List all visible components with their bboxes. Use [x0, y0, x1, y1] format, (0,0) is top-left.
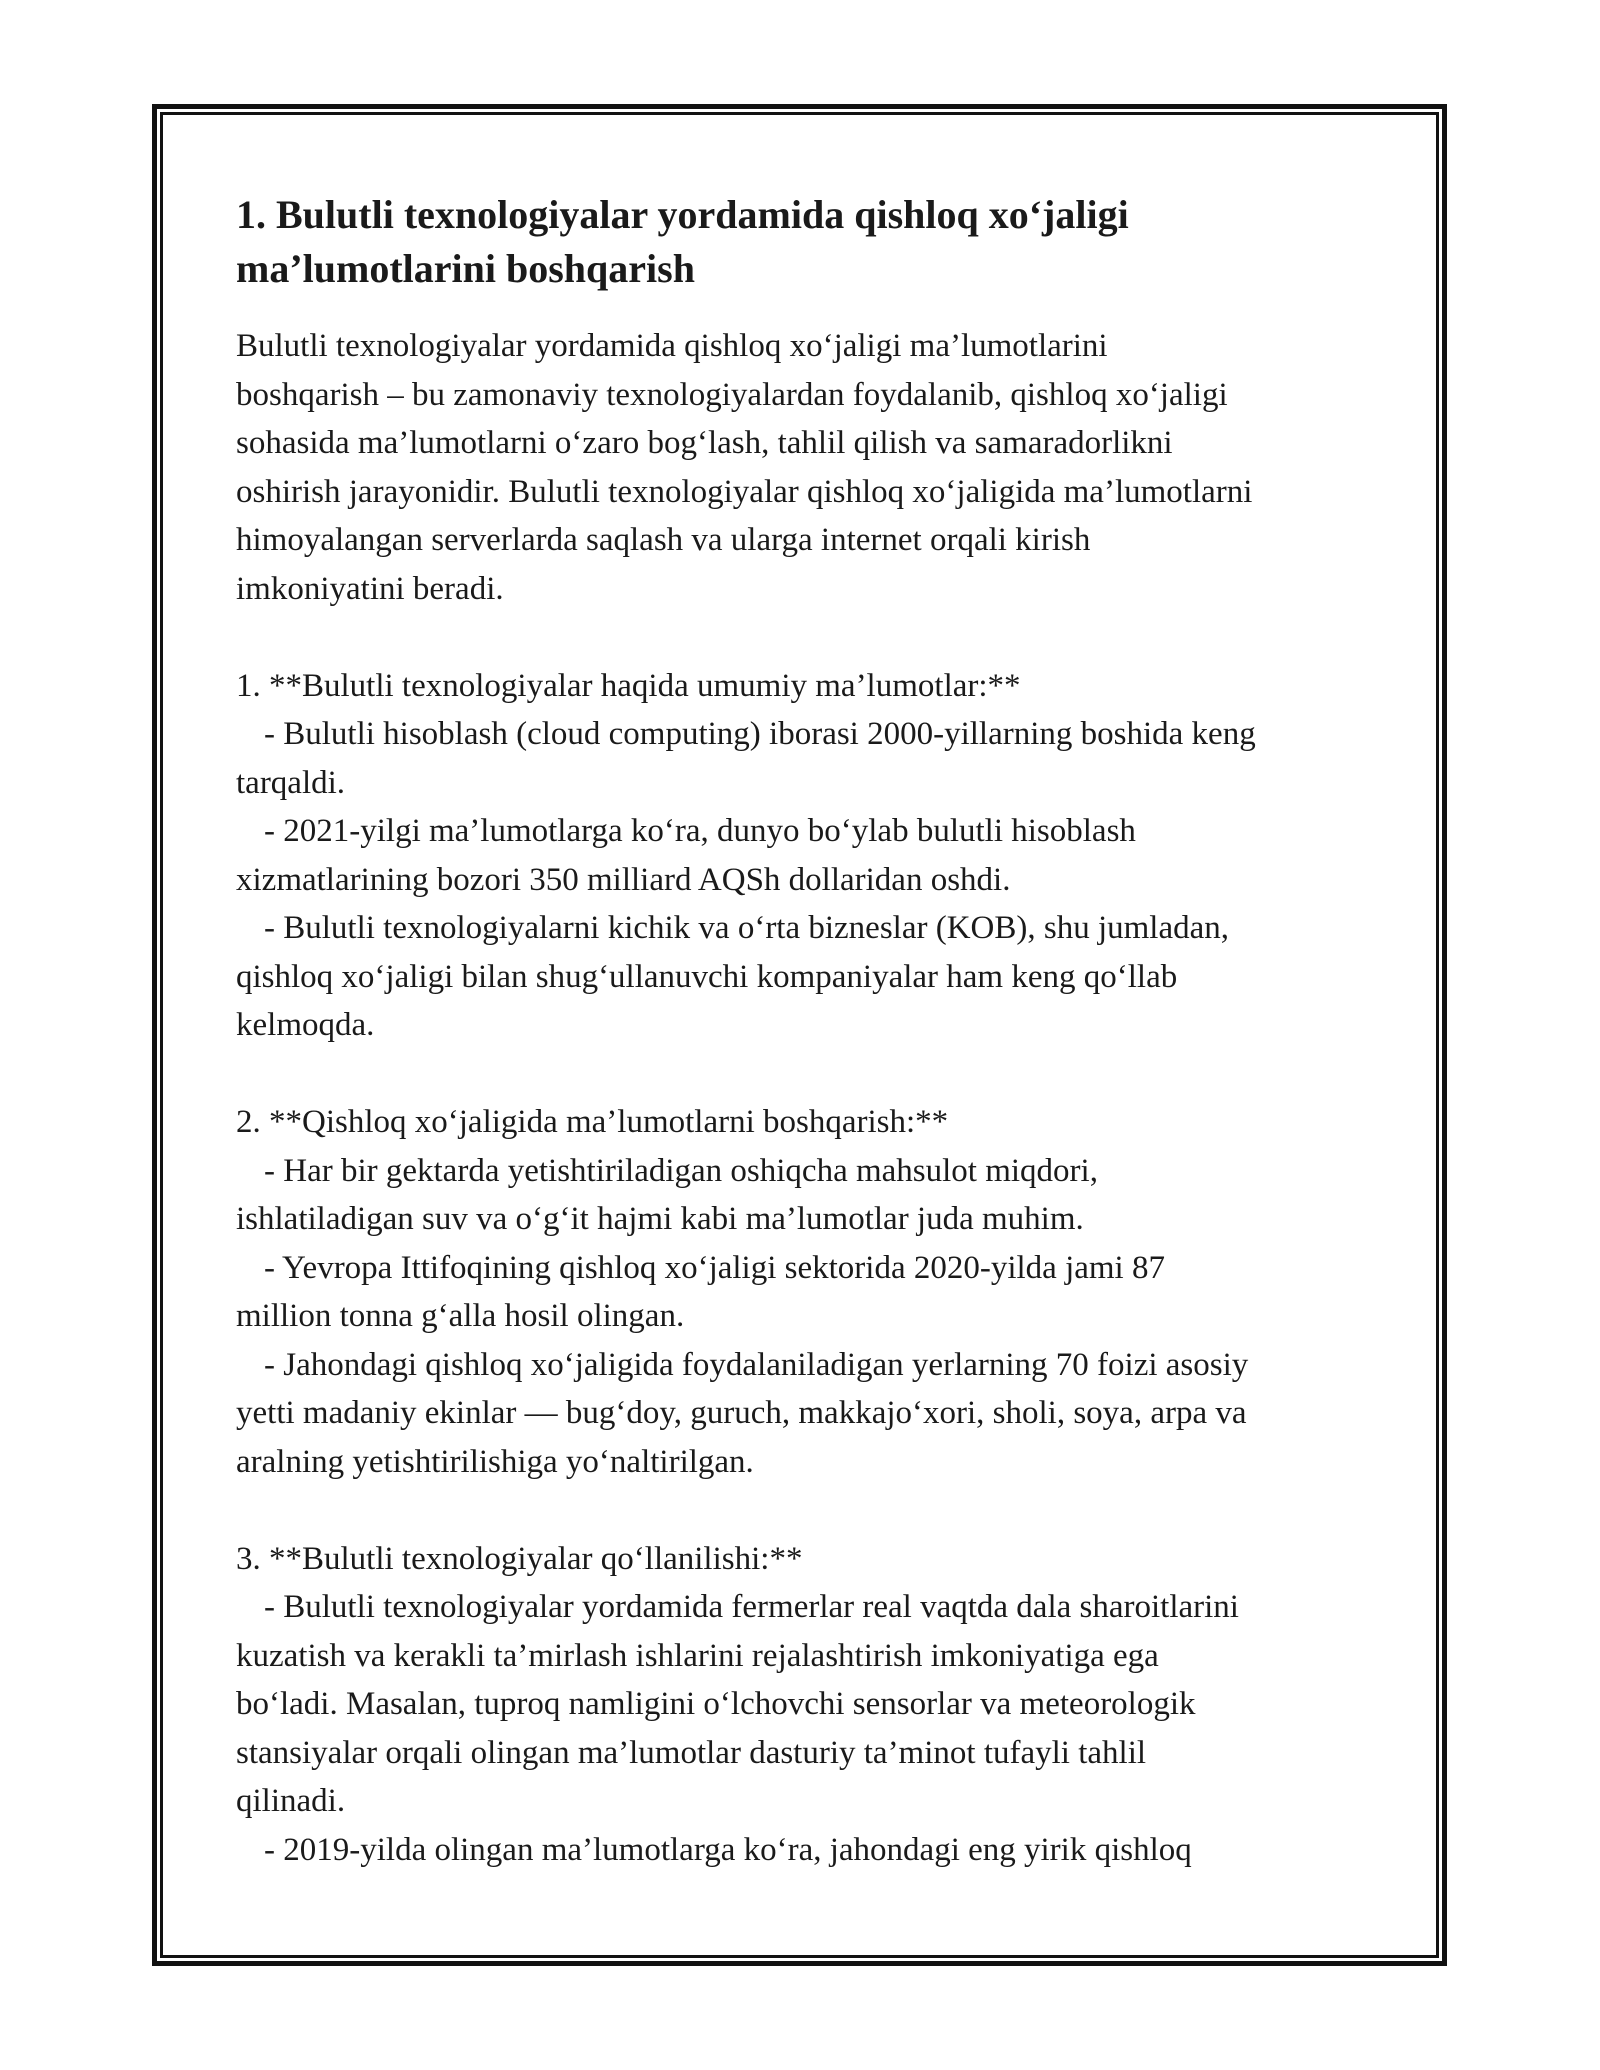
bullet-item: - Bulutli texnologiyalar yordamida fermerlar real vaqtda dala sharoitlarini kuzatish va kerakli ta’mirlash ishlarini rejalashtirish imkoniyatiga ega bo‘ladi. Masalan, tuproq namligini o‘lchovchi sensorlar va meteorologik stansiyalar orqali olingan ma’lumotlar dasturiy ta’minot tufayli tahlil qilinadi.	[236, 1589, 1239, 1819]
section-title: 3. **Bulutli texnologiyalar qo‘llanilishi:**	[236, 1540, 803, 1577]
section-gap	[236, 1050, 1376, 1099]
section-2	[236, 1098, 1376, 1486]
section-1	[236, 662, 1376, 1050]
bullet-item: - Bulutli hisoblash (cloud computing) iborasi 2000-yillarning boshida keng tarqaldi.	[236, 716, 1256, 801]
section-gap	[236, 1486, 1376, 1535]
intro-paragraph: Bulutli texnologiyalar yordamida qishloq xo‘jaligi ma’lumotlarini boshqarish – bu zamonaviy texnologiyalardan foydalanib, qishloq xo‘jaligi sohasida ma’lumotlarni o‘zaro bog‘lash, tahlil qilish va samaradorlikni oshirish jarayonidir. Bulutli texnologiyalar qishloq xo‘jaligida ma’lumotlarni himoyalangan serverlarda saqlash va ularga internet orqali kirish imkoniyatini beradi.	[236, 328, 1253, 607]
section-gap	[236, 613, 1376, 662]
bullet-item: - Jahondagi qishloq xo‘jaligida foydalaniladigan yerlarning 70 foizi asosiy yetti madaniy ekinlar — bug‘doy, guruch, makkajo‘xori, sholi, soya, arpa va aralning yetishtirilishiga yo‘naltirilgan.	[236, 1346, 1249, 1480]
bullet-item: - 2021-yilgi ma’lumotlarga ko‘ra, dunyo bo‘ylab bulutli hisoblash xizmatlarining bozori 350 milliard AQSh dollaridan oshdi.	[236, 813, 1136, 898]
bullet-item: - 2019-yilda olingan ma’lumotlarga ko‘ra, jahondagi eng yirik qishloq	[264, 1831, 1192, 1868]
bullet-item: - Yevropa Ittifoqining qishloq xo‘jaligi sektorida 2020-yilda jami 87 million tonna g‘alla hosil olingan.	[236, 1249, 1165, 1334]
document-body	[236, 188, 1376, 1874]
bullet-item: - Bulutli texnologiyalarni kichik va o‘rta bizneslar (KOB), shu jumladan, qishloq xo‘jaligi bilan shug‘ullanuvchi kompaniyalar ham keng qo‘llab kelmoqda.	[236, 910, 1230, 1043]
document-heading: 1. Bulutli texnologiyalar yordamida qishloq xo‘jaligi ma’lumotlarini boshqarish	[236, 192, 1129, 291]
section-title: 1. **Bulutli texnologiyalar haqida umumiy ma’lumotlar:**	[236, 667, 1021, 704]
section-3	[236, 1535, 1376, 1875]
bullet-item: - Har bir gektarda yetishtiriladigan oshiqcha mahsulot miqdori, ishlatiladigan suv va o‘g‘it hajmi kabi ma’lumotlar juda muhim.	[236, 1152, 1098, 1237]
section-title: 2. **Qishloq xo‘jaligida ma’lumotlarni boshqarish:**	[236, 1104, 949, 1140]
